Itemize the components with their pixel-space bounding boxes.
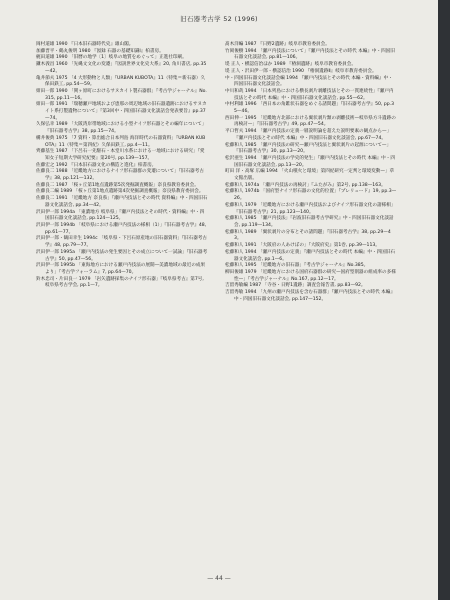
reference-entry: 鎌木義昌 1960 「先縄文文化の変遷」『図説世界文化史大系』20, 角川書店, pp.35—42。: [36, 62, 207, 74]
reference-entry: 吉留秀敏編 1987 「寺谷・日野1遺跡」調査会報告書, pp.83—92。: [225, 283, 366, 289]
reference-entry: 紺田一郎 1990 「関ヶ原町におけるサヌカイト製石器群」『考古学ジャーナル』No.315, pp.11—16。: [36, 88, 207, 101]
page-number: — 44 —: [207, 575, 231, 582]
reference-entry: 沢田伊一郎 1995a 「瀬戸内技法の発生要因とその成立について一試論」『旧石器考古学』50, pp.47—56。: [36, 249, 208, 262]
reference-entry: 堤 正人・沢田伊一郎・横認信治 1990 『椿洞遺跡Ⅱ』岐阜市教育委員会。: [225, 68, 377, 74]
reference-entry: 松藤和人 1994 「瀬戸内技法の定義」『瀬戸内技法とその時代 本編』中・四国旧石器文化談話会, pp.1—6。: [225, 249, 395, 262]
reference-entry: 亀井節夫 1975 「4 大形動物と人類」『URBAN KUBOTA』11（特集＝新石器）久保田鉄工, pp.54—59。: [36, 75, 206, 88]
reference-entry: 吉留秀敏 1994 「九州の瀬戸内技法を含む石器群」『瀬戸内技法とその時代 本編』中・四国旧石器文化談話会, pp.147—152。: [225, 290, 395, 302]
reference-entry: 町田 洋・高塚 広編 1994 「火山噴火と環境」第四紀研究一定判と環境変動—」草文館出版。: [225, 169, 395, 182]
reference-entry: 松藤和人 1985 「瀬戸内技法の研究—瀬戸内技法と翼状剥片の起源について—」『旧石器考古学』30, pp.13—20。: [225, 142, 392, 155]
reference-entry: 堤 正人・横認信治ほか 1989 『椿洞遺跡』岐阜市教育委員会。: [225, 62, 356, 68]
reference-entry: 西田伸一 1995 「近畿地方北部における翼状剥片類の剥離技術—岐阜県方斗遺跡の再検討—」『旧石器考古学』49, pp.47—54。: [225, 115, 396, 128]
reference-entry: 佐藤良二 1987 「桜ヶ丘第1地点遺跡第5次発掘調査概報」奈良県教育委員会。: [36, 182, 199, 188]
dark-background-edge: [438, 0, 450, 600]
reference-entry: 髙木洋編 1987 『日野2遺跡』岐阜市教育委員会。: [225, 42, 330, 47]
reference-entry: 松藤和人 1989 「翼状剥片の分布とその諸問題」『旧石器考古学』38, pp.29—43。: [225, 229, 391, 242]
reference-entry: 紺田一郎 1991 「瑞穂瀬戸地域および恵那の周辺地域の旧石器遺跡におけるサヌカイト系打製遺物について」『第3回中・四国旧石器文化談話会発表要旨』pp.37—74。: [36, 102, 207, 121]
reference-entry: 沢田伊一郎 1994b 「岐阜県における瀬戸内技法の様相（1）」『旧石器考古学』48, pp.61—77。: [36, 222, 207, 235]
reference-entry: 松藤和人 1974a 「瀬戸内技法の再検討」『ふたがみ』第2号, pp.138—163。: [225, 182, 386, 188]
references-left-column: [36, 42, 208, 290]
reference-entry: 松藤和人 1985 「瀬戸内技法」『岩波旧石器考古学研究』中・四国旧石器文化談話会, pp.119—134。: [225, 216, 394, 228]
reference-entry: 松藤和人 1995 「近畿地方の旧石器」『考古学ジャーナル』No.385。: [225, 263, 369, 269]
reference-entry: 岡村道雄 1990 『日本旧石器時代史』雄山閣。: [36, 42, 134, 47]
reference-entry: 松沢亜生 1994 「瀬戸内技法の学史的発生」『瀬戸内技法とその時代 本編』中・四国旧石器文化談話会, pp.13—20。: [225, 155, 395, 168]
references-right-column: [225, 42, 397, 303]
reference-entry: 梶田道雄 1990 「旧暦の地学〔1〕岐阜の地質をめぐって」正進社印刷。: [36, 55, 187, 61]
reference-entry: 中・四国旧石器文化談話会編 1994 『瀬戸内技法とその時代 本編・資料編』中・四国旧石器文化談話会。: [225, 75, 393, 88]
reference-entry: 佐藤宏之 1992 『日本旧石器文化の構造と進化』柏書房。: [36, 162, 157, 168]
reference-entry: 佐藤良二 1991 「近畿地方 奈良県」『瀬戸内技法とその時代 資料編』中・四国旧石器文化談話会, pp.34—42。: [36, 196, 208, 208]
reference-entry: 平口哲夫 1994 「瀬戸内技法の定義一層説明論を超えた説明要素の観点から—」『瀬戸内技法とその時代 本編』中・四国旧石器文化談話会, pp.67—74。: [225, 129, 392, 141]
reference-entry: 齊藤基生 1987 「下呂石一先駆石・本堂川水系における一地域における研究」『愛知女子短期大学研究紀要』第20号, pp.139—157。: [36, 149, 205, 161]
reference-entry: 加藤晋平・鶴丸俊明 1980 『図録 石器の基礎知識Ⅰ』柏書房。: [36, 48, 164, 54]
reference-entry: 松藤和人 1979 「近畿地方における瀬戸内技法およびナイフ形石器文化の諸様相」『旧石器考古学』21, pp.123—140。: [225, 202, 396, 215]
reference-entry: 沢田伊一郎 1995b 「東海地方における瀬戸内技法の展開―美濃地域の最近の成果より」『考古学フォーラム』7, pp.64—70。: [36, 263, 206, 275]
reference-entry: 松藤和人 1974b 「国府型ナイフ形石器の文化的位置」『プレリュード』19, pp.3—26。: [225, 189, 397, 202]
reference-entry: 沢田伊一郎 1994a 「東濃地方 岐阜県」『瀬戸内技法とその時代・資料編』中・四国旧石器文化談話会, pp.124—125。: [36, 209, 205, 222]
reference-entry: 中村利雄 1996 「西日本の角錐状石器をめぐる諸問題」『旧石器考古学』50, pp.35—46。: [225, 102, 395, 115]
reference-entry: 竹岡俊樹 1994 「瀬戸内技法について」『瀬戸内技法とその時代 本編』中・四国旧石器文化談話会, pp.81—106。: [225, 48, 395, 61]
reference-entry: 沢田伊一郎・鶴田幸生 1994c 「岐阜県・下呂石原産地の旧石器資料」『旧石器考古学』48, pp.79—77。: [36, 236, 208, 249]
reference-entry: 佐藤良二 1988 「近畿地方におけるナイフ形石器群の変遷について」『旧石器考古学』38, pp.121—132。: [36, 169, 204, 182]
reference-entry: 鈴木忠司・片田良一 1979 「岩矢遺跡採集のナイフ形石器」『岐阜県考古』第7号, 岐阜県考古学会, pp.1—7。: [36, 276, 204, 289]
reference-entry: 松藤和人 1991 「大阪府の人あけぼの」『大阪府史』第1巻, pp.39—113。: [225, 243, 380, 249]
reference-entry: 構井俊典 1975 「7 資料・算出総合日本列島 海洋時代の石器資料」『URBAN KUBOTA』11（特集＝第四紀）久保田鉄工, pp.4—11。: [36, 135, 206, 148]
running-header: 旧石器考古学 52 (1996): [180, 15, 258, 23]
reference-entry: 柳田俊雄 1979 「近畿地方における国府石器群の研究—国府型削器の組成率の多様性—」『考古学ジャーナル』No.167, pp.12—17。: [225, 269, 396, 282]
reference-entry: 佐藤良二編 1989 「桜ヶ丘第1地点遺跡第4次発掘調査概報」奈良県教育委員会。: [36, 189, 204, 195]
reference-entry: 中川和哉 1994 「日本列島における横長剥片剥離技法とその一貫連続性」『瀬戸内技法とその時代 本編』中・四国旧石器文化談話会, pp.55—62。: [225, 88, 394, 101]
reference-entry: 久保弘幸 1989 「大阪湾岸帯地域における小型ナイフ形石器とその編年について」『旧石器考古学』38, pp.15—74。: [36, 122, 207, 135]
